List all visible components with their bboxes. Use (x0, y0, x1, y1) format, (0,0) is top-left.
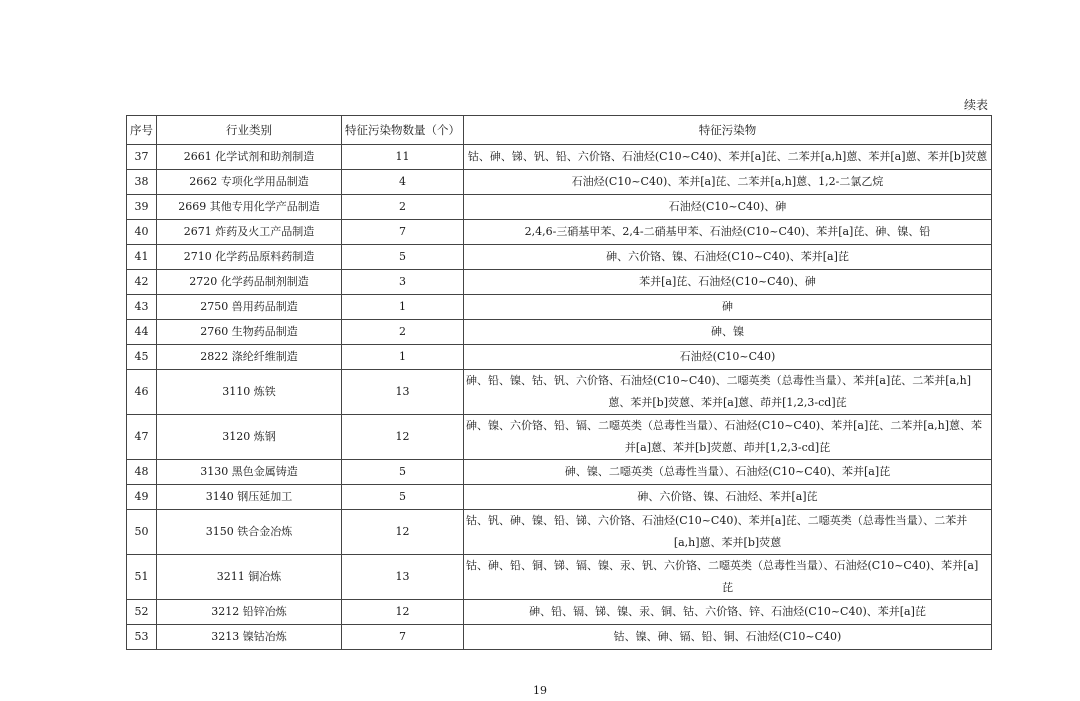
cell-seq: 48 (127, 460, 157, 485)
cell-seq: 47 (127, 415, 157, 460)
cell-industry: 2669 其他专用化学产品制造 (157, 195, 342, 220)
cell-pollutants: 钴、砷、铅、铜、锑、镉、镍、汞、钒、六价铬、二噁英类（总毒性当量）、石油烃(C10~C40)、苯并[a]芘 (464, 555, 992, 600)
table-row (127, 220, 992, 245)
cell-count: 12 (342, 510, 464, 555)
cell-seq: 53 (127, 625, 157, 650)
cell-seq: 49 (127, 485, 157, 510)
header-seq: 序号 (127, 116, 157, 145)
table-row (127, 510, 992, 555)
cell-seq: 52 (127, 600, 157, 625)
cell-count: 13 (342, 370, 464, 415)
cell-count: 5 (342, 485, 464, 510)
cell-industry: 3110 炼铁 (157, 370, 342, 415)
cell-count: 2 (342, 195, 464, 220)
cell-count: 1 (342, 295, 464, 320)
cell-industry: 3211 铜冶炼 (157, 555, 342, 600)
table-row (127, 320, 992, 345)
cell-pollutants: 苯并[a]芘、石油烃(C10~C40)、砷 (464, 270, 992, 295)
table-row (127, 145, 992, 170)
header-industry: 行业类别 (157, 116, 342, 145)
cell-industry: 2661 化学试剂和助剂制造 (157, 145, 342, 170)
cell-pollutants: 石油烃(C10~C40)、砷 (464, 195, 992, 220)
cell-seq: 51 (127, 555, 157, 600)
cell-count: 3 (342, 270, 464, 295)
cell-pollutants: 砷、铅、镍、钴、钒、六价铬、石油烃(C10~C40)、二噁英类（总毒性当量）、苯并[a]芘、二苯并[a,h]蒽、苯并[b]荧蒽、苯并[a]蒽、茚并[1,2,3-cd]芘 (464, 370, 992, 415)
cell-pollutants: 砷、镍、二噁英类（总毒性当量）、石油烃(C10~C40)、苯并[a]芘 (464, 460, 992, 485)
cell-count: 5 (342, 245, 464, 270)
cell-industry: 2720 化学药品制剂制造 (157, 270, 342, 295)
cell-count: 12 (342, 600, 464, 625)
cell-pollutants: 钴、砷、锑、钒、铅、六价铬、石油烃(C10~C40)、苯并[a]芘、二苯并[a,h]蒽、苯并[a]蒽、苯并[b]荧蒽 (464, 145, 992, 170)
cell-industry: 2662 专项化学用品制造 (157, 170, 342, 195)
cell-pollutants: 砷、镍、六价铬、铅、镉、二噁英类（总毒性当量）、石油烃(C10~C40)、苯并[a]芘、二苯并[a,h]蒽、苯并[a]蒽、苯并[b]荧蒽、茚并[1,2,3-cd]芘 (464, 415, 992, 460)
cell-count: 5 (342, 460, 464, 485)
page-number: 19 (533, 684, 547, 697)
header-pollutants: 特征污染物 (464, 116, 992, 145)
table-row (127, 270, 992, 295)
cell-industry: 3212 铅锌冶炼 (157, 600, 342, 625)
cell-seq: 38 (127, 170, 157, 195)
table-row (127, 345, 992, 370)
cell-industry: 2671 炸药及火工产品制造 (157, 220, 342, 245)
cell-count: 13 (342, 555, 464, 600)
table-row (127, 195, 992, 220)
table-row (127, 625, 992, 650)
cell-pollutants: 砷、六价铬、镍、石油烃(C10~C40)、苯并[a]芘 (464, 245, 992, 270)
cell-count: 12 (342, 415, 464, 460)
table-header-row (127, 116, 992, 145)
cell-pollutants: 砷、镍 (464, 320, 992, 345)
cell-pollutants: 石油烃(C10~C40) (464, 345, 992, 370)
header-count: 特征污染物数量（个） (342, 116, 464, 145)
cell-pollutants: 石油烃(C10~C40)、苯并[a]芘、二苯并[a,h]蒽、1,2-二氯乙烷 (464, 170, 992, 195)
cell-pollutants: 钴、镍、砷、镉、铅、铜、石油烃(C10~C40) (464, 625, 992, 650)
cell-seq: 50 (127, 510, 157, 555)
cell-pollutants: 砷 (464, 295, 992, 320)
table-row (127, 245, 992, 270)
cell-seq: 44 (127, 320, 157, 345)
table-row (127, 170, 992, 195)
cell-industry: 3140 钢压延加工 (157, 485, 342, 510)
cell-seq: 37 (127, 145, 157, 170)
cell-pollutants: 砷、六价铬、镍、石油烃、苯并[a]芘 (464, 485, 992, 510)
pollutant-table (126, 115, 992, 650)
cell-seq: 45 (127, 345, 157, 370)
table-row (127, 295, 992, 320)
cell-seq: 46 (127, 370, 157, 415)
table-row (127, 600, 992, 625)
cell-pollutants: 2,4,6-三硝基甲苯、2,4-二硝基甲苯、石油烃(C10~C40)、苯并[a]芘、砷、镍、铅 (464, 220, 992, 245)
cell-industry: 3130 黑色金属铸造 (157, 460, 342, 485)
cell-industry: 3120 炼钢 (157, 415, 342, 460)
cell-industry: 2710 化学药品原料药制造 (157, 245, 342, 270)
table-row (127, 370, 992, 415)
table-row (127, 555, 992, 600)
cell-count: 2 (342, 320, 464, 345)
cell-industry: 2750 兽用药品制造 (157, 295, 342, 320)
table-row (127, 485, 992, 510)
cell-count: 11 (342, 145, 464, 170)
cell-count: 4 (342, 170, 464, 195)
table-row (127, 415, 992, 460)
cell-count: 7 (342, 220, 464, 245)
cell-industry: 2760 生物药品制造 (157, 320, 342, 345)
cell-seq: 39 (127, 195, 157, 220)
cell-seq: 43 (127, 295, 157, 320)
cell-industry: 3213 镍钴冶炼 (157, 625, 342, 650)
cell-industry: 3150 铁合金冶炼 (157, 510, 342, 555)
cell-seq: 41 (127, 245, 157, 270)
table-continued-label: 续表 (963, 98, 988, 112)
cell-count: 7 (342, 625, 464, 650)
cell-seq: 42 (127, 270, 157, 295)
cell-count: 1 (342, 345, 464, 370)
cell-pollutants: 砷、铅、镉、锑、镍、汞、铜、钴、六价铬、锌、石油烃(C10~C40)、苯并[a]芘 (464, 600, 992, 625)
cell-pollutants: 钴、钒、砷、镍、铅、锑、六价铬、石油烃(C10~C40)、苯并[a]芘、二噁英类（总毒性当量）、二苯并[a,h]蒽、苯并[b]荧蒽 (464, 510, 992, 555)
cell-seq: 40 (127, 220, 157, 245)
table-row (127, 460, 992, 485)
cell-industry: 2822 涤纶纤维制造 (157, 345, 342, 370)
